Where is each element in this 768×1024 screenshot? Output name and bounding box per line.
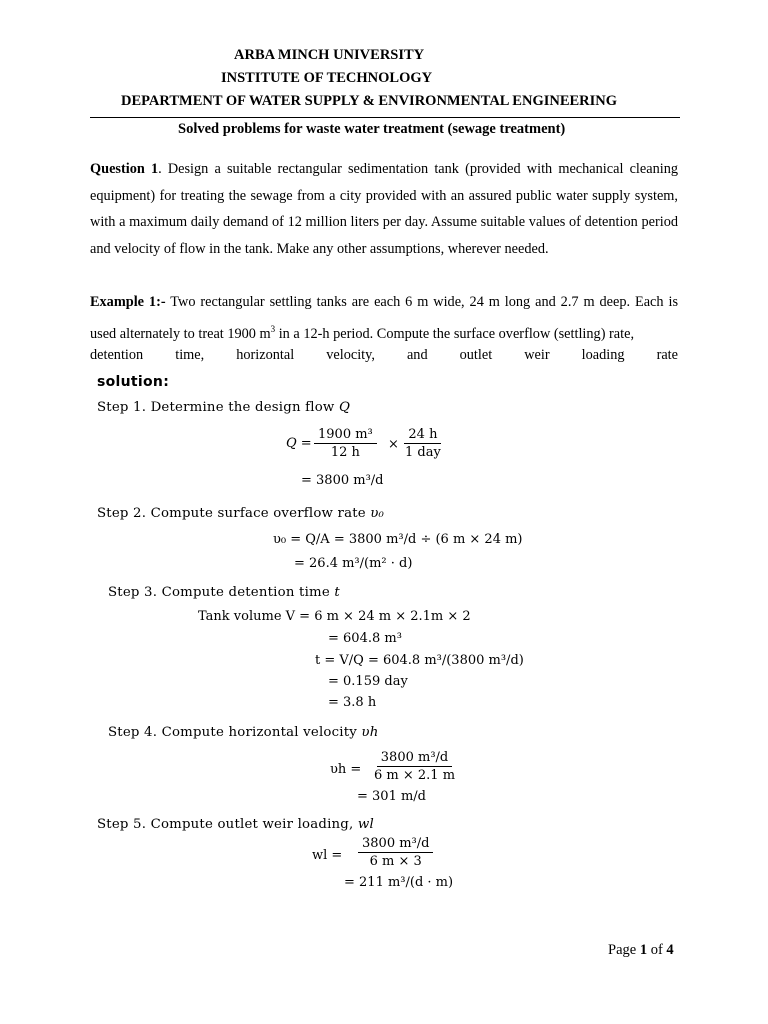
step-3-line-4: = 0.159 day xyxy=(328,674,408,689)
step-5-title: Step 5. Compute outlet weir loading, wl xyxy=(97,817,374,832)
step-4-numerator: 3800 m³/d xyxy=(377,750,452,767)
example-1-label: Example 1:- xyxy=(90,294,166,310)
department-name: DEPARTMENT OF WATER SUPPLY & ENVIRONMENTAL ENGINEERING xyxy=(121,93,618,109)
university-name: ARBA MINCH UNIVERSITY xyxy=(234,47,425,63)
institute-name: INSTITUTE OF TECHNOLOGY xyxy=(221,70,433,86)
example-1-paragraph xyxy=(90,289,678,347)
step-3-line-2: = 604.8 m³ xyxy=(328,631,402,646)
step-1-fraction-2 xyxy=(401,427,445,460)
example-1-sup: 3 xyxy=(270,323,276,334)
page-number: Page 1 of 4 xyxy=(608,942,674,958)
step-5-denominator: 6 m × 3 xyxy=(369,854,422,869)
step-4-result: = 301 m/d xyxy=(357,789,426,804)
step-1-times: × xyxy=(388,437,399,452)
step-3-title: Step 3. Compute detention time t xyxy=(108,585,340,600)
step-1-frac1-denominator: 12 h xyxy=(330,445,360,460)
step-5-numerator: 3800 m³/d xyxy=(358,836,433,853)
question-1-text: . Design a suitable rectangular sedimentation tank (provided with mechanical cleaning equipment) for treating the sewage from a city provided with an assured public water supply system, with a maximum daily demand of 12 million liters per day. Assume suitable values of detention period and velocity of flow in the tank. Make any other assumptions, wherever needed. xyxy=(90,161,678,257)
question-1-label: Question 1 xyxy=(90,161,159,177)
step-3-line-5: = 3.8 h xyxy=(328,695,377,710)
step-1-fraction-1 xyxy=(314,427,377,460)
step-2-line-2: = 26.4 m³/(m² · d) xyxy=(294,556,413,571)
step-5-lhs: wl = xyxy=(312,848,343,863)
step-1-lhs: Q = xyxy=(286,436,312,451)
step-1-result: = 3800 m³/d xyxy=(301,473,384,488)
step-1-frac2-numerator: 24 h xyxy=(404,427,441,444)
example-1-last-line: detention time, horizontal velocity, and outlet weir loading rate xyxy=(90,347,678,363)
step-5-result: = 211 m³/(d · m) xyxy=(344,875,454,890)
step-4-denominator: 6 m × 2.1 m xyxy=(374,768,456,783)
step-5-fraction xyxy=(358,836,433,869)
step-4-fraction xyxy=(370,750,459,783)
step-3-line-3: t = V/Q = 604.8 m³/(3800 m³/d) xyxy=(315,653,524,668)
step-2-title: Step 2. Compute surface overflow rate υ₀ xyxy=(97,506,385,521)
step-4-title: Step 4. Compute horizontal velocity υh xyxy=(108,725,379,740)
step-3-line-1: Tank volume V = 6 m × 24 m × 2.1m × 2 xyxy=(198,609,471,624)
question-1-paragraph xyxy=(90,156,678,262)
header-divider xyxy=(90,117,680,118)
step-2-line-1: υ₀ = Q/A = 3800 m³/d ÷ (6 m × 24 m) xyxy=(273,532,523,547)
solution-heading: solution: xyxy=(97,374,170,390)
step-1-frac2-denominator: 1 day xyxy=(405,445,441,460)
step-1-title: Step 1. Determine the design flow Q xyxy=(97,400,351,415)
example-1-text-a: Two rectangular settling tanks are each 6 m wide, 24 m long and 2.7 m deep. Each is used alternately to treat 1900 m xyxy=(90,294,679,342)
step-1-frac1-numerator: 1900 m³ xyxy=(314,427,377,444)
step-4-lhs: υh = xyxy=(330,762,362,777)
example-1-text-b: in a 12-h period. Compute the surface overflow (settling) rate, xyxy=(275,325,635,342)
document-subtitle: Solved problems for waste water treatment (sewage treatment) xyxy=(178,121,566,137)
